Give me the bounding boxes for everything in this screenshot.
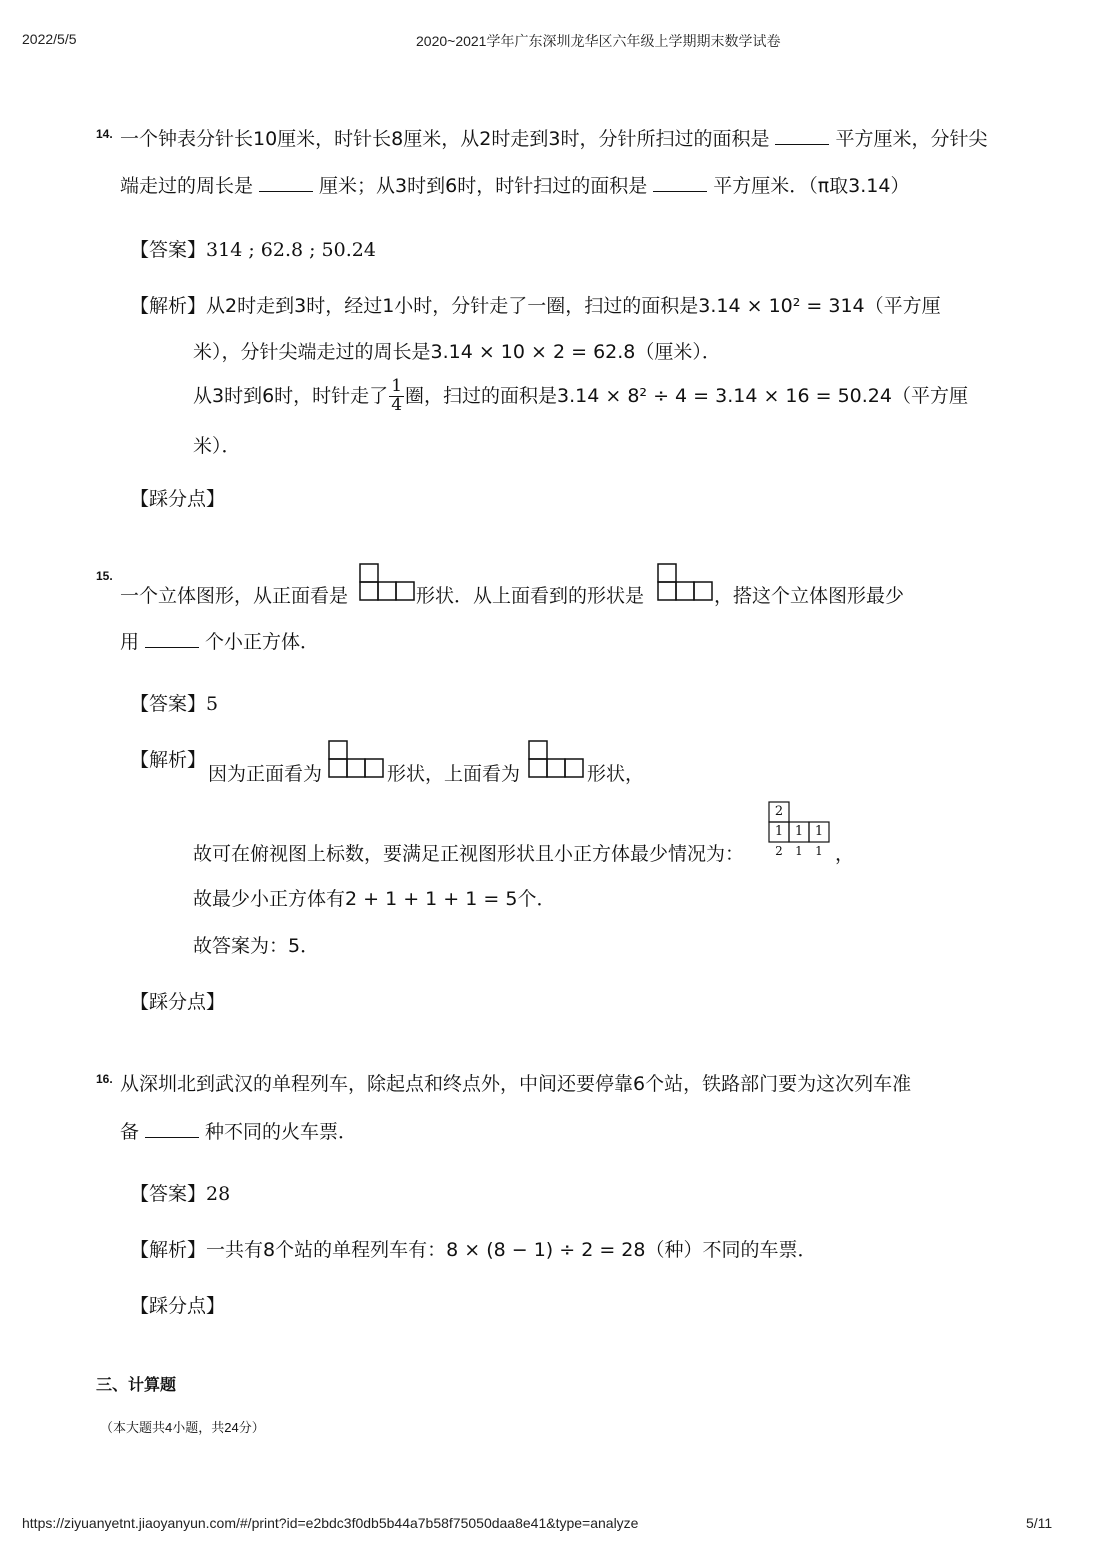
q15-text: ，搭这个立体图形最少 — [714, 585, 905, 607]
page-number: 5/11 — [1026, 1515, 1053, 1531]
document-title: 2020~2021学年广东深圳龙华区六年级上学期期末数学试卷 — [416, 33, 781, 49]
q16-analysis — [130, 1241, 816, 1260]
answer-value: 314 ; 62.8 ; 50.24 — [206, 239, 376, 261]
q14-text: 平方厘米．（π取3.14） — [713, 175, 910, 197]
answer-blank — [775, 130, 829, 145]
front-view-shape-icon — [359, 563, 415, 603]
analysis-label: 【解析】 — [130, 1239, 207, 1261]
top-view-shape-icon — [657, 563, 713, 603]
numbered-top-view-grid — [768, 801, 832, 861]
front-view-shape-icon — [328, 740, 384, 780]
analysis-text: 从2时走到3时，经过1小时，分针走了一圈，扫过的面积是3.14 × 10² = 314（平方厘 — [206, 295, 941, 317]
scoring-points-label: 【踩分点】 — [130, 488, 226, 510]
question-number: 14. — [96, 127, 113, 141]
q14-text: 一个钟表分针长10厘米，时针长8厘米，从2时走到3时，分针所扫过的面积是 — [120, 128, 770, 150]
analysis-label: 【解析】 — [130, 295, 207, 317]
grid-column-count: 1 — [795, 844, 803, 858]
analysis-text: 故答案为：5． — [193, 935, 320, 957]
analysis-text: 一共有8个站的单程列车有：8 × (8 − 1) ÷ 2 = 28（种）不同的车票． — [206, 1239, 817, 1261]
top-view-shape-icon — [528, 740, 584, 780]
q15-answer — [130, 695, 218, 714]
grid-column-count: 1 — [815, 844, 823, 858]
q14-line-2 — [120, 177, 909, 196]
analysis-text: 因为正面看为 — [208, 763, 323, 785]
grid-cell-value: 1 — [794, 824, 804, 839]
q14-text: 平方厘米，分针尖 — [835, 128, 988, 150]
answer-blank — [145, 633, 199, 648]
section-note: （本大题共4小题，共24分） — [100, 1420, 265, 1435]
analysis-text: 米），分针尖端走过的周长是3.14 × 10 × 2 = 62.8（厘米）． — [193, 341, 721, 363]
answer-blank — [653, 177, 707, 192]
answer-blank — [145, 1123, 199, 1138]
grid-cell-value: 1 — [774, 824, 784, 839]
analysis-text: ， — [835, 843, 855, 865]
grid-cell-value: 1 — [814, 824, 824, 839]
answer-label: 【答案】 — [130, 1183, 207, 1205]
q16-answer — [130, 1185, 230, 1204]
answer-value: 28 — [206, 1183, 231, 1205]
q16-text: 种不同的火车票． — [205, 1121, 358, 1143]
q15-text: 一个立体图形，从正面看是 — [120, 585, 349, 607]
footer-url[interactable]: https://ziyuanyetnt.jiaoyanyun.com/#/print?id=e2bdc3f0db5b44a7b58f75050daa8e41&type=analyze — [22, 1515, 639, 1531]
analysis-text: 故可在俯视图上标数，要满足正视图形状且小正方体最少情况为： — [193, 843, 745, 865]
answer-blank — [259, 177, 313, 192]
q16-text: 从深圳北到武汉的单程列车，除起点和终点外，中间还要停靠6个站，铁路部门要为这次列车准 — [120, 1073, 912, 1095]
q16-text: 备 — [120, 1121, 140, 1143]
scoring-points-label: 【踩分点】 — [130, 1295, 226, 1317]
analysis-text: 从3时到6时，时针走了 — [193, 384, 389, 407]
analysis-text: 形状， — [587, 763, 645, 785]
q14-analysis-1 — [130, 297, 941, 316]
analysis-text: 故最少小正方体有2 + 1 + 1 + 1 = 5个． — [193, 888, 556, 910]
grid-cell-value: 2 — [774, 804, 784, 819]
answer-label: 【答案】 — [130, 239, 207, 261]
section-title: 三、计算题 — [96, 1377, 177, 1394]
analysis-text: 米）． — [193, 435, 241, 457]
q15-text: 个小正方体． — [205, 631, 320, 653]
q15-text: 用 — [120, 631, 140, 653]
q16-line-2 — [120, 1123, 357, 1142]
fraction — [389, 378, 404, 415]
analysis-label: 【解析】 — [130, 749, 207, 771]
fraction-denominator: 4 — [391, 394, 403, 415]
fraction-numerator: 1 — [391, 376, 403, 396]
q14-answer — [130, 241, 376, 260]
q14-line-1 — [120, 130, 987, 149]
print-date: 2022/5/5 — [22, 31, 77, 47]
question-number: 15. — [96, 569, 113, 583]
answer-value: 5 — [206, 693, 219, 715]
answer-label: 【答案】 — [130, 693, 207, 715]
analysis-text: 圈，扫过的面积是3.14 × 8² ÷ 4 = 3.14 × 16 = 50.24（平方厘 — [405, 384, 968, 407]
q15-line-2 — [120, 633, 319, 652]
question-number: 16. — [96, 1072, 113, 1086]
q15-text: 形状．从上面看到的形状是 — [416, 585, 645, 607]
grid-column-count: 2 — [775, 844, 783, 858]
analysis-text: 形状，上面看为 — [387, 763, 521, 785]
q14-text: 厘米；从3时到6时，时针扫过的面积是 — [319, 175, 648, 197]
q14-analysis-3 — [193, 378, 968, 415]
q14-text: 端走过的周长是 — [120, 175, 254, 197]
scoring-points-label: 【踩分点】 — [130, 991, 226, 1013]
